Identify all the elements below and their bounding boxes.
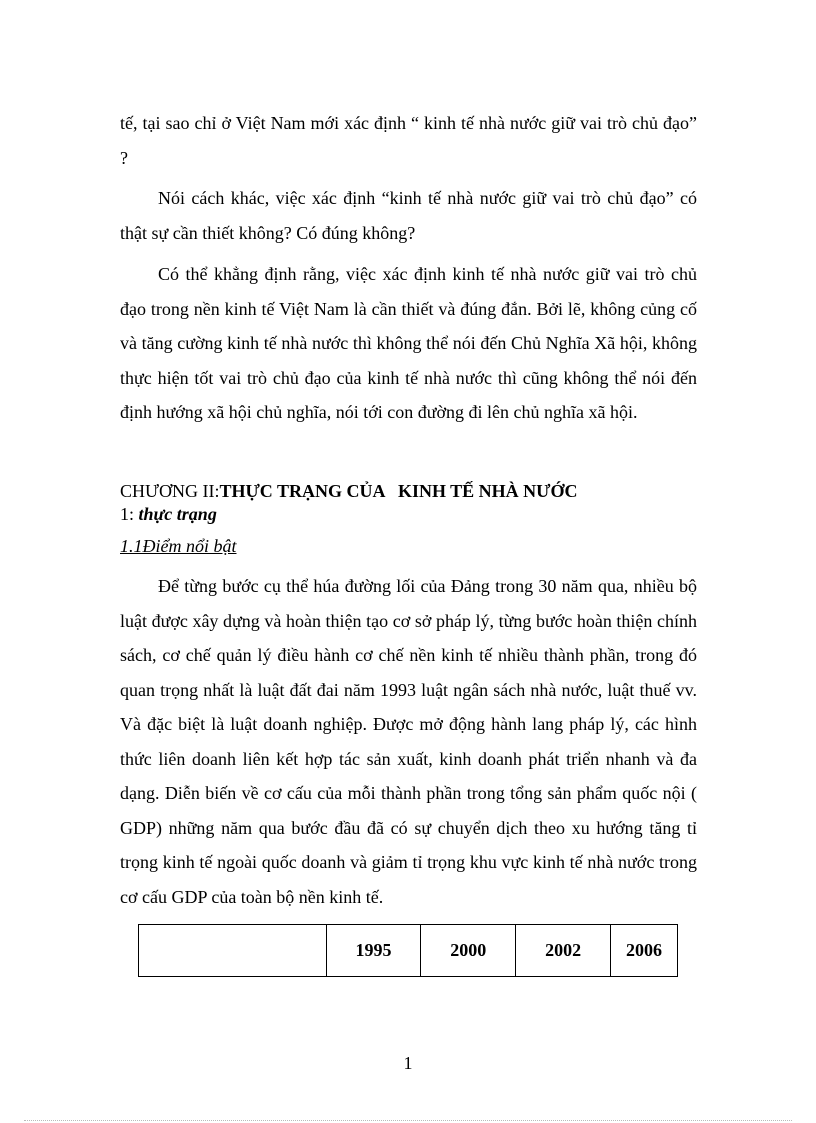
paragraph-rhetorical-question: Nói cách khác, việc xác định “kinh tế nhà nước giữ vai trò chủ đạo” có thật sự cần thiết không? Có đúng không? [120, 188, 697, 243]
chapter-title: THỰC TRẠNG CỦA KINH TẾ NHÀ NƯỚC [219, 481, 578, 501]
section-heading [120, 503, 217, 525]
table-header-cell: 1995 [326, 925, 421, 977]
section-prefix: 1: [120, 504, 139, 524]
chapter-heading [120, 480, 578, 502]
paragraph-affirmation: Có thể khẳng định rằng, việc xác định kinh tế nhà nước giữ vai trò chủ đạo trong nền kinh tế Việt Nam là cần thiết và đúng đắn. Bởi lẽ, không củng cố và tăng cường kinh tế nhà nước thì không thể nói đến Chủ Nghĩa Xã hội, không thực hiện tốt vai trò chủ đạo của kinh tế nhà nước thì cũng không thể nói đến định hướng xã hội chủ nghĩa, nói tới con đường đi lên chủ nghĩa xã hội. [120, 264, 697, 422]
table-header-cell [139, 925, 327, 977]
subsection-heading: 1.1Điểm nổi bật [120, 536, 237, 556]
section-title: thực trạng [138, 504, 217, 524]
paragraph-overview: Để từng bước cụ thể húa đường lối của Đảng trong 30 năm qua, nhiều bộ luật được xây dựng và hoàn thiện tạo cơ sở pháp lý, từng bước hoàn thiện chính sách, cơ chế quản lý điều hành cơ chế nền kinh tế nhiều thành phần, trong đó quan trọng nhất là luật đất đai năm 1993 luật ngân sách nhà nước, luật thuế vv. Và đặc biệt là luật doanh nghiệp. Được mở động hành lang pháp lý, các hình thức liên doanh liên kết hợp tác sản xuất, kinh doanh phát triển nhanh và đa dạng. Diễn biến về cơ cấu của mỗi thành phần trong tổng sản phẩm quốc nội ( GDP) những năm qua bước đầu đã có sự chuyển dịch theo xu hướng tăng tỉ trọng kinh tế ngoài quốc doanh và giảm tỉ trọng khu vực kinh tế nhà nước trong cơ cấu GDP của toàn bộ nền kinh tế. [120, 576, 697, 907]
gdp-structure-table [138, 924, 678, 977]
page-number: 1 [403, 1053, 413, 1073]
page-bottom-edge [24, 1120, 792, 1121]
table-header-cell: 2000 [421, 925, 516, 977]
paragraph-intro-question: tế, tại sao chỉ ở Việt Nam mới xác định “ kinh tế nhà nước giữ vai trò chủ đạo” ? [120, 113, 697, 168]
table-header-cell: 2006 [611, 925, 678, 977]
chapter-prefix: CHƯƠNG II: [120, 481, 220, 501]
table-header-cell: 2002 [516, 925, 611, 977]
table-header-row [139, 925, 678, 977]
